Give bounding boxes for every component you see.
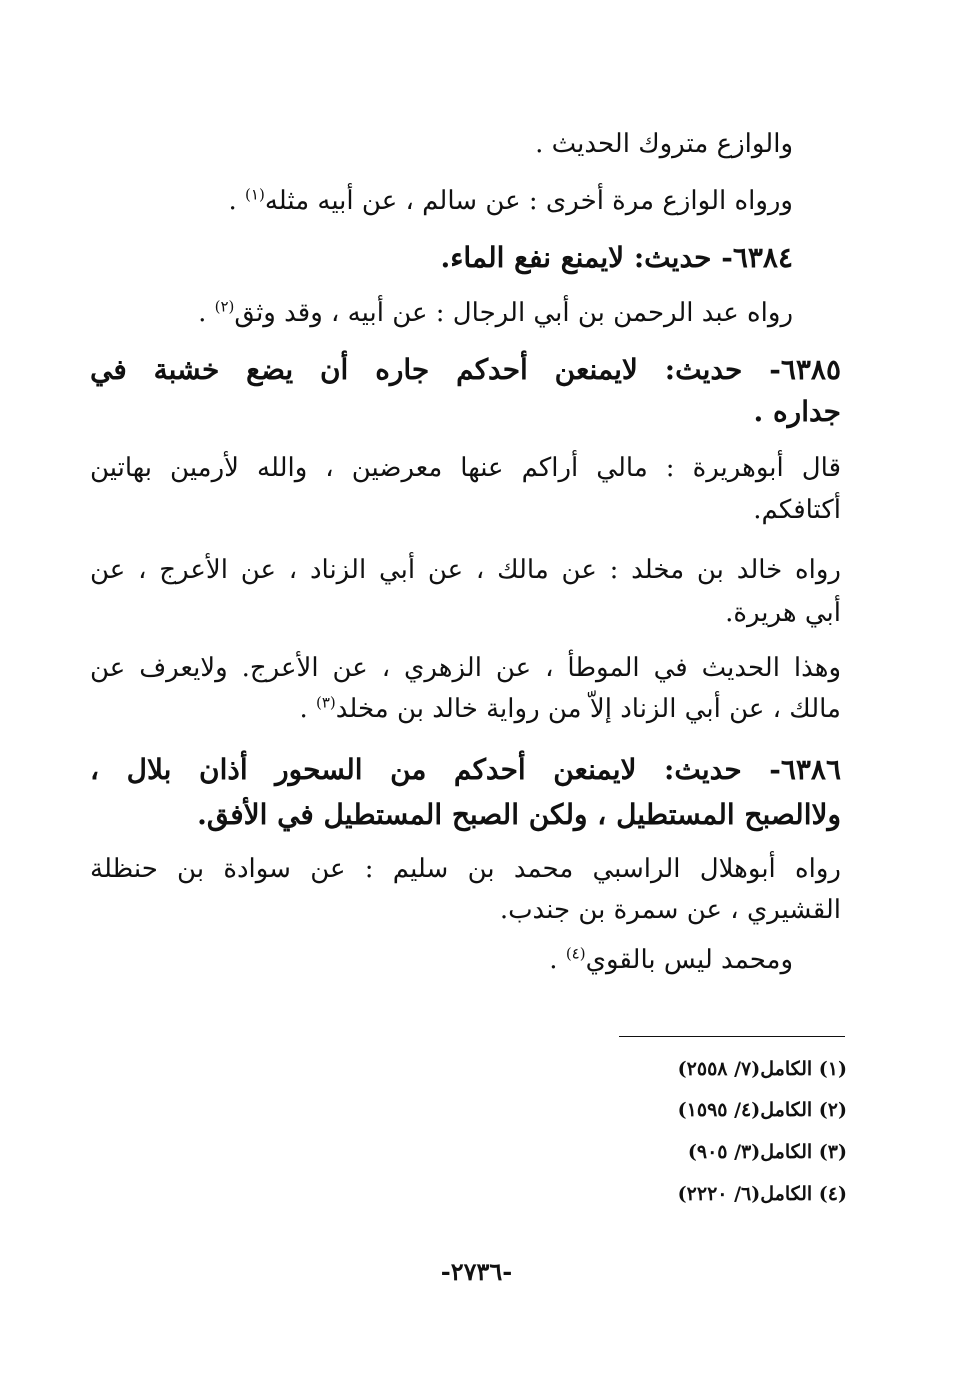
hadith-heading: ٦٣٨٦- حديث: لايمنعن أحدكم من السحور أذان بلال ، [90, 753, 841, 786]
text-line: ومحمد ليس بالقوي$^{(٤)}$ . [549, 944, 793, 975]
text-line: القشيري ، عن سمرة بن جندب. [499, 895, 841, 925]
hadith-heading: ٦٣٨٥- حديث: لايمنعن أحدكم جاره أن يضع خشبة في [90, 353, 841, 386]
hadith-heading-cont: جداره . [753, 395, 841, 428]
footnote: (٣) الكامل(٣/ ٩٠٥) [687, 1141, 847, 1163]
page-number: -٢٧٣٦- [440, 1257, 513, 1286]
footnote: (١) الكامل(٧/ ٢٥٥٨) [677, 1058, 847, 1080]
footnote-ref: (١) [245, 185, 265, 204]
footnote-separator [619, 1036, 845, 1037]
text-line: ورواه الوازع مرة أخرى : عن سالم ، عن أبيه مثله$^{(١)}$ . [228, 185, 793, 216]
text-line: قال أبوهريرة : مالي أراكم عنها معرضين ، والله لأرمين بهاتين [90, 453, 841, 483]
text-line: رواه عبد الرحمن بن أبي الرجال : عن أبيه ، وقد وثق$^{(٢)}$ . [198, 297, 793, 328]
footnote: (٢) الكامل(٤/ ١٥٩٥) [677, 1099, 847, 1121]
text-line: مالك ، عن أبي الزناد إلاّ من رواية خالد بن مخلد$^{(٣)}$ . [299, 693, 841, 724]
footnote-ref: (٣) [315, 693, 336, 712]
hadith-heading: ٦٣٨٤- حديث: لايمنع نفع الماء. [440, 241, 793, 274]
text-line: أكتافكم. [753, 495, 841, 525]
text-line: أبي هريرة. [725, 598, 841, 628]
text-line: وهذا الحديث في الموطأ ، عن الزهري ، عن الأعرج. ولايعرف عن [90, 653, 841, 683]
text-line: رواه أبوهلال الراسبي محمد بن سليم : عن سوادة بن حنظلة [90, 854, 841, 884]
text-line: والوازع متروك الحديث . [535, 129, 793, 159]
footnote: (٤) الكامل(٦/ ٢٢٢٠) [677, 1183, 847, 1205]
footnote-ref: (٤) [565, 944, 586, 963]
text-line: رواه خالد بن مخلد : عن مالك ، عن أبي الزناد ، عن الأعرج ، عن [90, 555, 841, 585]
hadith-heading-cont: ولاالصبح المستطيل ، ولكن الصبح المستطيل في الأفق. [197, 798, 841, 831]
footnote-ref: (٢) [214, 297, 235, 316]
